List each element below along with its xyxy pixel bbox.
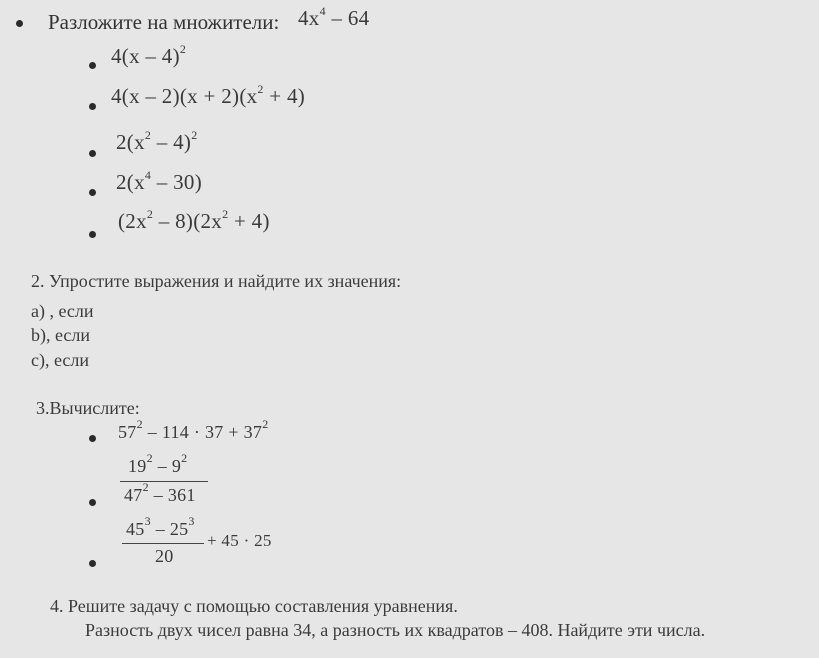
task3-frac1-denominator <box>124 480 196 506</box>
expr-bullet <box>89 435 96 442</box>
exponent: 3 <box>144 514 151 528</box>
option-bullet <box>89 62 96 69</box>
option-2[interactable] <box>111 84 305 109</box>
math-text: – 361 <box>148 485 196 505</box>
exponent: 2 <box>146 207 154 221</box>
task3-expr-1 <box>118 417 269 443</box>
expr-bullet <box>89 499 96 506</box>
math-text: 2(x <box>116 130 145 154</box>
task2-title: 2. Упростите выражения и найдите их значения: <box>31 271 402 291</box>
math-text: 19 <box>128 456 147 476</box>
task2-item-c: c), если <box>31 350 90 370</box>
exponent: 2 <box>257 82 264 96</box>
math-text: + 4) <box>228 209 270 233</box>
math-text: (2x <box>118 209 147 233</box>
option-bullet <box>89 150 96 157</box>
exponent: 2 <box>179 42 187 56</box>
task3-frac2-tail: + 45 · 25 <box>207 531 272 550</box>
fraction-bar <box>120 481 208 482</box>
option-bullet <box>89 231 96 238</box>
task3-title: 3.Вычислите: <box>36 398 140 418</box>
exponent: 3 <box>188 514 195 528</box>
math-text: – 114 · 37 + 37 <box>142 422 263 442</box>
task1-bullet <box>16 20 23 27</box>
option-4[interactable] <box>116 170 202 195</box>
task4-body: Разность двух чисел равна 34, а разность их квадратов – 408. Найдите эти числа. <box>85 620 706 640</box>
math-text: 57 <box>118 422 137 442</box>
task1-expr-exp: 4 <box>319 4 326 18</box>
exponent: 2 <box>142 480 149 494</box>
option-bullet <box>89 189 96 196</box>
math-text: – 8)(2x <box>153 209 223 233</box>
exponent: 2 <box>146 451 153 465</box>
math-text: 45 <box>126 519 145 539</box>
math-text: – 9 <box>152 456 182 476</box>
exponent: 2 <box>191 128 198 142</box>
exponent: 2 <box>262 417 269 431</box>
exponent: 2 <box>222 207 229 221</box>
math-text: 2(x <box>116 170 145 194</box>
option-5[interactable] <box>118 209 270 234</box>
option-3[interactable] <box>116 130 198 155</box>
exponent: 2 <box>136 417 143 431</box>
task1-expr-base: 4x <box>298 6 320 30</box>
exponent: 2 <box>181 451 188 465</box>
math-text: + 4) <box>263 84 306 108</box>
option-bullet <box>89 103 96 110</box>
task3-frac2-numerator <box>126 514 195 540</box>
task4-title: 4. Решите задачу с помощью составления уравнения. <box>50 596 458 616</box>
math-text: – 4) <box>151 130 192 154</box>
task3-frac1-numerator <box>128 451 188 477</box>
math-text: 20 <box>155 546 174 566</box>
fraction-bar <box>122 543 204 544</box>
expr-bullet <box>89 560 96 567</box>
exponent: 2 <box>144 128 152 142</box>
option-1[interactable] <box>111 44 186 69</box>
math-text: 4(x – 4) <box>111 44 180 68</box>
task2-item-b: b), если <box>31 325 91 345</box>
task1-prompt: Разложите на множители: <box>48 10 280 34</box>
task3-frac2-denominator <box>155 546 174 567</box>
math-text: – 25 <box>150 519 189 539</box>
task1-expr-rest: – 64 <box>325 6 370 30</box>
math-text: – 30) <box>151 170 203 194</box>
task2-item-a: a) , если <box>31 301 94 321</box>
math-text: 4(x – 2)(x + 2)(x <box>111 84 258 108</box>
exponent: 4 <box>144 168 152 182</box>
math-text: 47 <box>124 485 143 505</box>
task1-expression <box>298 6 369 31</box>
